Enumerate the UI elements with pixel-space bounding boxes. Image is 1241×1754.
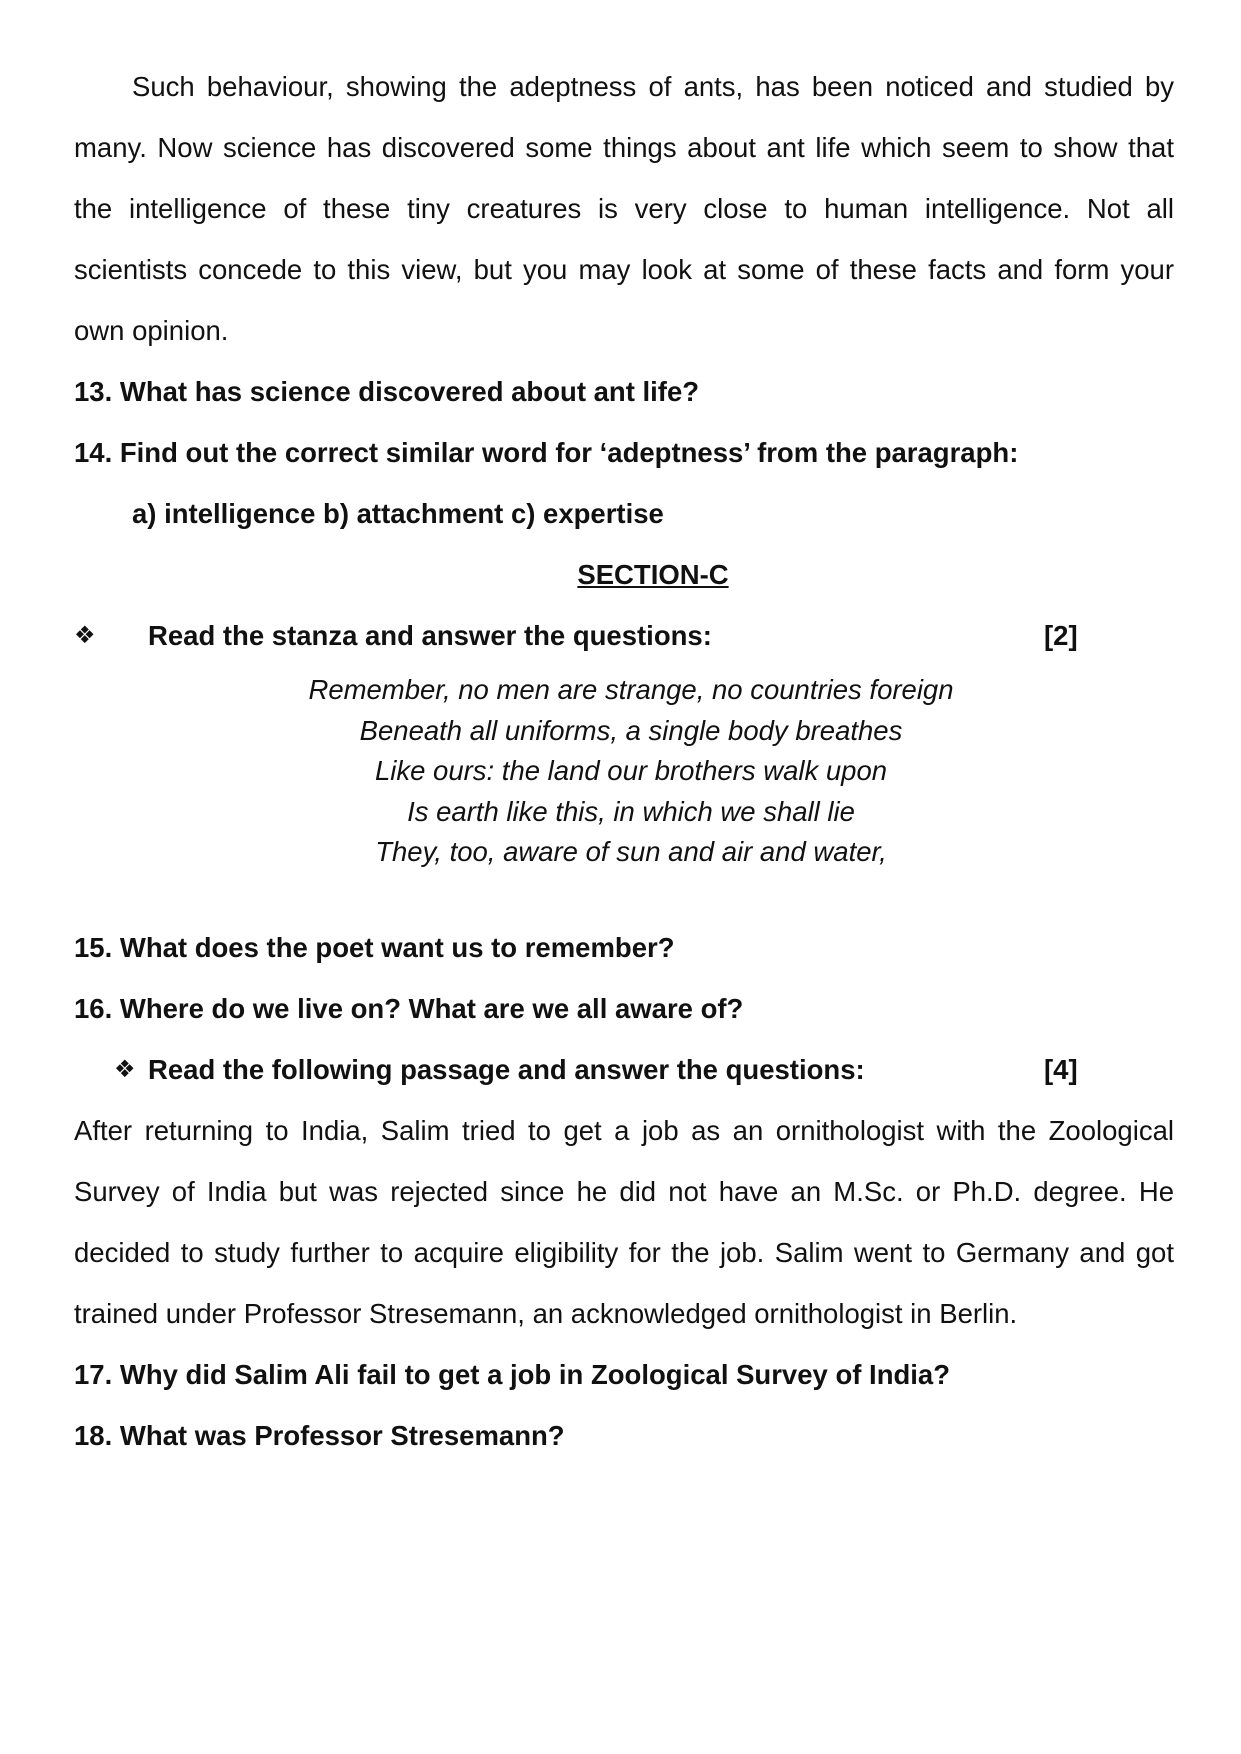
question-13: 13. What has science discovered about ant life? xyxy=(74,376,700,407)
stanza-line: Remember, no men are strange, no countries foreign xyxy=(308,674,954,705)
stanza-instruction xyxy=(74,605,1174,666)
passage-instruction-text: Read the following passage and answer the questions: xyxy=(148,1053,865,1085)
passage-salim-ali: After returning to India, Salim tried to get a job as an ornithologist with the Zoological Survey of India but was rejected since he did not have an M.Sc. or Ph.D. degree. He decided to study further to acquire eligibility for the job. Salim went to Germany and got trained under Professor Stresemann, an acknowledged ornithologist in Berlin. xyxy=(74,1114,1174,1329)
section-c-heading: SECTION-C xyxy=(577,559,729,590)
page-content xyxy=(74,56,1174,1466)
poem-stanza xyxy=(74,666,1174,917)
diamond-bullet-icon: ❖ xyxy=(114,1055,136,1083)
stanza-line: They, too, aware of sun and air and water, xyxy=(375,836,887,867)
question-14: 14. Find out the correct similar word for ‘adeptness’ from the paragraph: xyxy=(74,437,1019,468)
passage-ants: Such behaviour, showing the adeptness of ants, has been noticed and studied by many. Now science has discovered some things about ant life which seem to show that the intelligence of these tiny creatures is very close to human intelligence. Not all scientists concede to this view, but you may look at some of these facts and form your own opinion. xyxy=(74,71,1174,346)
question-15: 15. What does the poet want us to remember? xyxy=(74,931,675,963)
stanza-line: Like ours: the land our brothers walk upon xyxy=(374,755,888,786)
question-17: 17. Why did Salim Ali fail to get a job in Zoological Survey of India? xyxy=(74,1358,951,1390)
question-14-options: a) intelligence b) attachment c) expertise xyxy=(132,498,664,529)
stanza-marks: [2] xyxy=(1044,620,1078,651)
stanza-instruction-text: Read the stanza and answer the questions: xyxy=(148,620,712,651)
passage-instruction xyxy=(74,1039,1174,1100)
question-18: 18. What was Professor Stresemann? xyxy=(74,1419,565,1451)
question-16: 16. Where do we live on? What are we all aware of? xyxy=(74,992,744,1024)
stanza-line: Beneath all uniforms, a single body breathes xyxy=(359,714,903,746)
passage-marks: [4] xyxy=(1044,1053,1078,1085)
diamond-bullet-icon: ❖ xyxy=(74,622,96,649)
stanza-line: Is earth like this, in which we shall lie xyxy=(407,795,855,827)
